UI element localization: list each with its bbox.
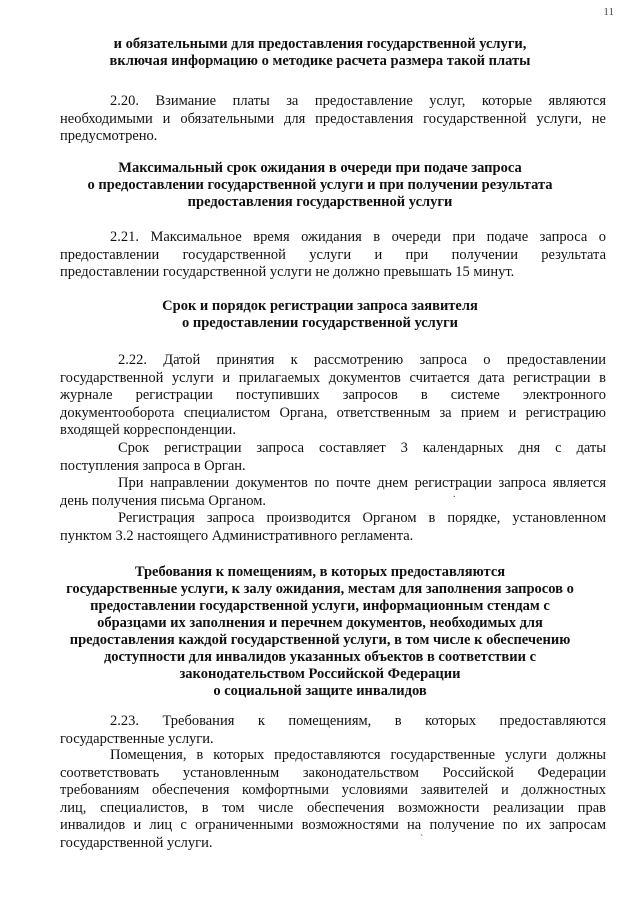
text-line: соответствовать установленным законодательством Российской Федерации bbox=[60, 764, 606, 781]
heading-line: о социальной защите инвалидов bbox=[213, 683, 427, 699]
text-line: При направлении документов по почте днем регистрации запроса является bbox=[118, 475, 606, 491]
text-line: 2.22. Датой принятия к рассмотрению запроса о предоставлении bbox=[118, 352, 606, 368]
text-line: необходимыми и обязательными для предоставления государственной услуги, не bbox=[60, 110, 606, 127]
heading-line: предоставлении государственной услуги, информационным стендам с bbox=[90, 598, 550, 614]
text-line: входящей корреспонденции. bbox=[60, 422, 236, 438]
section-heading-queue bbox=[0, 160, 640, 211]
text-line: государственной услуги. bbox=[60, 834, 213, 851]
paragraph-registration-term bbox=[60, 440, 606, 475]
heading-line: образцами их заполнения и перечнем документов, необходимых для bbox=[97, 615, 543, 631]
page-number: 11 bbox=[603, 6, 614, 18]
heading-line: Срок и порядок регистрации запроса заявителя bbox=[162, 298, 478, 314]
text-line: документооборота специалистом Органа, ответственным за прием и регистрацию bbox=[60, 404, 606, 421]
text-line: требованиям обеспечения комфортными условиями заявителей и должностных bbox=[60, 782, 606, 798]
heading-line: включая информацию о методике расчета размера такой платы bbox=[109, 53, 531, 69]
paragraph-2-20 bbox=[60, 93, 606, 146]
paragraph-2-22 bbox=[60, 352, 606, 440]
paragraph-2-23 bbox=[60, 713, 606, 748]
text-line: государственные услуги. bbox=[60, 730, 214, 747]
text-line: пунктом 3.2 настоящего Административного регламента. bbox=[60, 527, 414, 544]
paragraph-premises bbox=[60, 747, 606, 852]
scan-speck: ` bbox=[420, 834, 424, 845]
text-line: журнале регистрации поступивших запросов в системе электронного bbox=[60, 387, 606, 403]
text-line: инвалидов и лиц с ограниченными возможностями на получение по их запросам bbox=[60, 817, 606, 833]
text-line: 2.20. Взимание платы за предоставление услуг, которые являются bbox=[110, 93, 606, 109]
text-line: Помещения, в которых предоставляются государственные услуги должны bbox=[110, 747, 606, 763]
text-line: Регистрация запроса производится Органом в порядке, установленном bbox=[118, 510, 606, 526]
heading-line: Максимальный срок ожидания в очереди при подаче запроса bbox=[118, 160, 522, 176]
text-line: предоставлении государственной услуги и при получении результата bbox=[60, 246, 606, 263]
heading-line: доступности для инвалидов указанных объектов в соответствии с bbox=[103, 649, 537, 665]
heading-line: Требования к помещениям, в которых предоставляются bbox=[134, 564, 506, 580]
paragraph-2-21 bbox=[60, 229, 606, 282]
paragraph-registration-procedure bbox=[60, 510, 606, 545]
section-heading-premises bbox=[0, 564, 640, 700]
paragraph-mail-registration bbox=[60, 475, 606, 510]
text-line: предусмотрено. bbox=[60, 128, 158, 144]
section-heading-registration bbox=[0, 298, 640, 332]
heading-line: государственные услуги, к залу ожидания, местам для заполнения запросов о bbox=[66, 581, 574, 597]
text-line: 2.23. Требования к помещениям, в которых предоставляются bbox=[110, 713, 606, 729]
text-line: поступления запроса в Орган. bbox=[60, 457, 246, 474]
section-heading-payment bbox=[0, 36, 640, 70]
text-line: предоставлении государственной услуги не должно превышать 15 минут. bbox=[60, 264, 515, 280]
heading-line: о предоставлении государственной услуги bbox=[181, 315, 459, 331]
text-line: лиц, специалистов, в том числе обеспечения возможности реализации прав bbox=[60, 799, 606, 816]
heading-line: предоставления каждой государственной услуги, в том числе к обеспечению bbox=[69, 632, 571, 648]
heading-line: законодательством Российской Федерации bbox=[179, 666, 461, 682]
text-line: государственной услуги и прилагаемых документов считается дата регистрации в bbox=[60, 369, 606, 386]
scan-speck: . bbox=[453, 489, 456, 500]
heading-line: предоставления государственной услуги bbox=[187, 194, 453, 210]
text-line: Срок регистрации запроса составляет 3 календарных дня с даты bbox=[118, 440, 606, 456]
heading-line: о предоставлении государственной услуги и при получении результата bbox=[87, 177, 553, 193]
heading-line: и обязательными для предоставления государственной услуги, bbox=[113, 36, 527, 52]
text-line: день получения письма Органом. bbox=[60, 492, 267, 509]
text-line: 2.21. Максимальное время ожидания в очереди при подаче запроса о bbox=[110, 229, 606, 245]
